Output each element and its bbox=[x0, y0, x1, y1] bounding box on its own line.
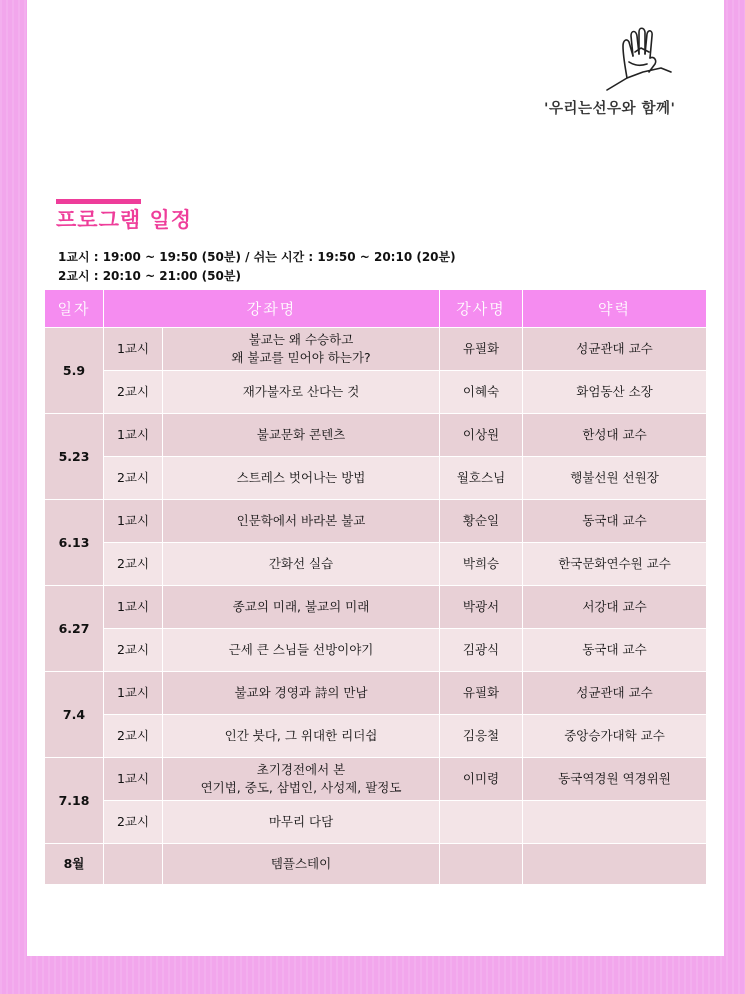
date-cell: 6.27 bbox=[45, 586, 104, 672]
course-line: 초기경전에서 본 bbox=[256, 762, 346, 777]
period-cell: 2교시 bbox=[104, 715, 163, 758]
course-cell: 불교문화 콘텐츠 bbox=[163, 414, 440, 457]
table-row bbox=[45, 801, 707, 844]
header-course: 강좌명 bbox=[104, 290, 440, 328]
page-title: 프로그램 일정 bbox=[56, 208, 193, 232]
course-cell: 인문학에서 바라본 불교 bbox=[163, 500, 440, 543]
table-row bbox=[45, 758, 707, 801]
date-cell: 6.13 bbox=[45, 500, 104, 586]
course-cell: 재가불자로 산다는 것 bbox=[163, 371, 440, 414]
course-cell bbox=[163, 328, 440, 371]
course-cell: 근세 큰 스님들 선방이야기 bbox=[163, 629, 440, 672]
tagline: '우리는선우와 함께' bbox=[544, 101, 676, 117]
lecturer-cell: 이미령 bbox=[440, 758, 523, 801]
course-line: 왜 불교를 믿어야 하는가? bbox=[231, 350, 371, 365]
course-cell: 마무리 다담 bbox=[163, 801, 440, 844]
table-row bbox=[45, 543, 707, 586]
lecturer-cell: 박희승 bbox=[440, 543, 523, 586]
lecturer-cell: 이혜숙 bbox=[440, 371, 523, 414]
period-cell: 2교시 bbox=[104, 629, 163, 672]
page-sheet bbox=[27, 0, 724, 956]
period-cell: 1교시 bbox=[104, 500, 163, 543]
period-cell: 1교시 bbox=[104, 414, 163, 457]
profile-cell: 동국대 교수 bbox=[523, 500, 707, 543]
table-row bbox=[45, 715, 707, 758]
time-info bbox=[58, 248, 456, 286]
course-cell: 템플스테이 bbox=[163, 844, 440, 885]
period-cell: 2교시 bbox=[104, 371, 163, 414]
time-info-line: 2교시 : 20:10 ~ 21:00 (50분) bbox=[58, 269, 241, 283]
lecturer-cell bbox=[440, 801, 523, 844]
lecturer-cell: 이상원 bbox=[440, 414, 523, 457]
lecturer-cell bbox=[440, 844, 523, 885]
profile-cell: 서강대 교수 bbox=[523, 586, 707, 629]
period-cell: 1교시 bbox=[104, 758, 163, 801]
lecturer-cell: 김응철 bbox=[440, 715, 523, 758]
header-profile: 약력 bbox=[523, 290, 707, 328]
period-cell: 2교시 bbox=[104, 457, 163, 500]
date-cell: 7.4 bbox=[45, 672, 104, 758]
course-cell: 간화선 실습 bbox=[163, 543, 440, 586]
course-cell: 불교와 경영과 詩의 만남 bbox=[163, 672, 440, 715]
profile-cell: 행불선원 선원장 bbox=[523, 457, 707, 500]
lecturer-cell: 박광서 bbox=[440, 586, 523, 629]
table-row bbox=[45, 371, 707, 414]
lecturer-cell: 황순일 bbox=[440, 500, 523, 543]
table-row bbox=[45, 500, 707, 543]
table-row bbox=[45, 328, 707, 371]
course-cell: 인간 붓다, 그 위대한 리더쉽 bbox=[163, 715, 440, 758]
profile-cell bbox=[523, 801, 707, 844]
profile-cell: 동국역경원 역경위원 bbox=[523, 758, 707, 801]
date-cell: 7.18 bbox=[45, 758, 104, 844]
profile-cell: 한국문화연수원 교수 bbox=[523, 543, 707, 586]
table-row bbox=[45, 457, 707, 500]
period-cell: 1교시 bbox=[104, 586, 163, 629]
date-cell: 8월 bbox=[45, 844, 104, 885]
period-cell: 2교시 bbox=[104, 801, 163, 844]
lecturer-cell: 월호스님 bbox=[440, 457, 523, 500]
profile-cell: 한성대 교수 bbox=[523, 414, 707, 457]
period-cell: 1교시 bbox=[104, 672, 163, 715]
course-line: 불교는 왜 수승하고 bbox=[248, 332, 354, 347]
table-header-row bbox=[45, 290, 707, 328]
course-cell bbox=[163, 758, 440, 801]
table-row bbox=[45, 414, 707, 457]
profile-cell: 중앙승가대학 교수 bbox=[523, 715, 707, 758]
schedule-table bbox=[44, 289, 707, 885]
profile-cell: 성균관대 교수 bbox=[523, 672, 707, 715]
period-cell: 2교시 bbox=[104, 543, 163, 586]
course-line: 연기법, 중도, 삼법인, 사성제, 팔정도 bbox=[200, 780, 402, 795]
table-row bbox=[45, 672, 707, 715]
period-cell bbox=[104, 844, 163, 885]
table-row bbox=[45, 844, 707, 885]
time-info-line: 1교시 : 19:00 ~ 19:50 (50분) / 쉬는 시간 : 19:50 ~ 20:10 (20분) bbox=[58, 250, 456, 264]
course-cell: 종교의 미래, 불교의 미래 bbox=[163, 586, 440, 629]
table-row bbox=[45, 629, 707, 672]
praying-hands-icon bbox=[599, 22, 679, 94]
header-lecturer: 강사명 bbox=[440, 290, 523, 328]
profile-cell: 성균관대 교수 bbox=[523, 328, 707, 371]
lecturer-cell: 유필화 bbox=[440, 328, 523, 371]
date-cell: 5.9 bbox=[45, 328, 104, 414]
profile-cell bbox=[523, 844, 707, 885]
date-cell: 5.23 bbox=[45, 414, 104, 500]
table-row bbox=[45, 586, 707, 629]
profile-cell: 동국대 교수 bbox=[523, 629, 707, 672]
lecturer-cell: 유필화 bbox=[440, 672, 523, 715]
header-date: 일자 bbox=[45, 290, 104, 328]
lecturer-cell: 김광식 bbox=[440, 629, 523, 672]
profile-cell: 화엄동산 소장 bbox=[523, 371, 707, 414]
course-cell: 스트레스 벗어나는 방법 bbox=[163, 457, 440, 500]
period-cell: 1교시 bbox=[104, 328, 163, 371]
